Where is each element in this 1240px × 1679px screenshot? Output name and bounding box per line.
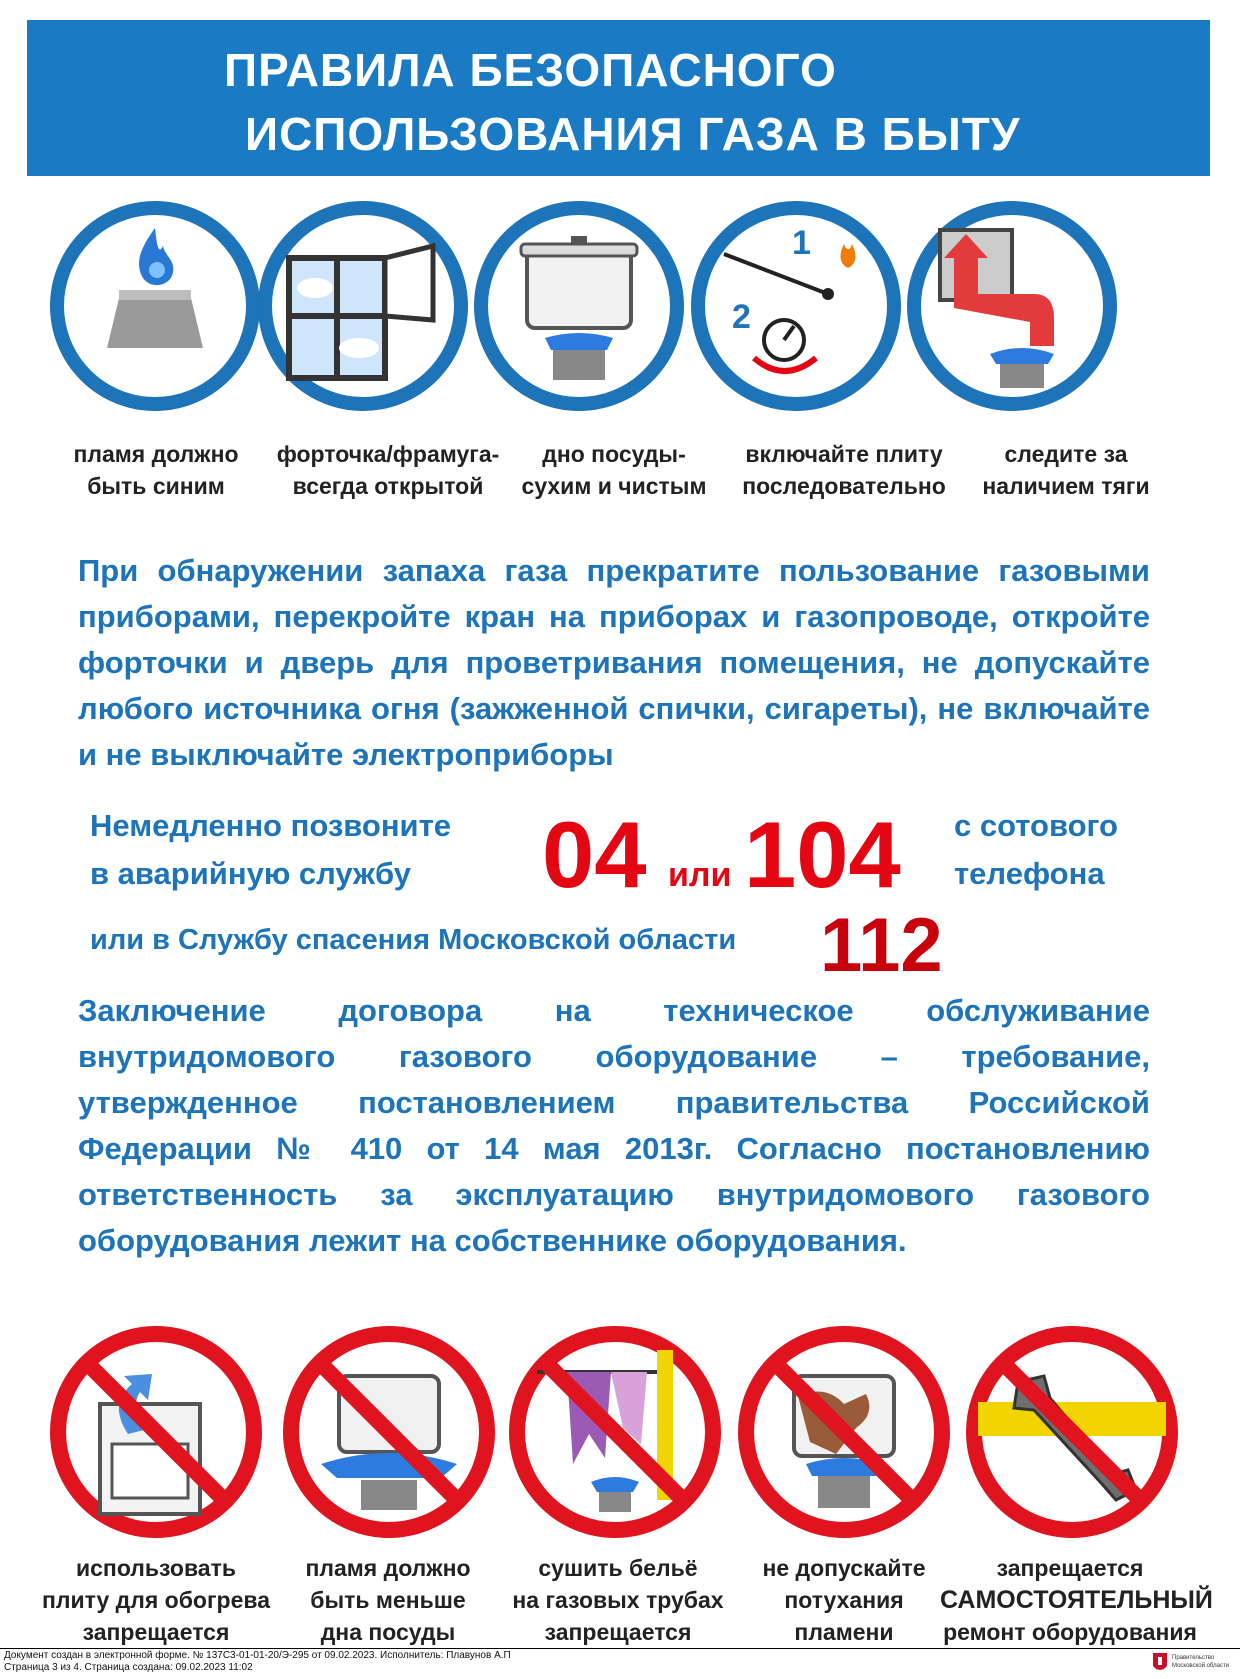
rule-caption-5-line1: следите за	[1004, 441, 1128, 467]
rule-caption-4	[724, 438, 964, 502]
rule-caption-2-line1: форточка/фрамуга-	[276, 441, 500, 467]
prohibition-caption-5-line3: ремонт оборудования	[943, 1619, 1197, 1645]
rule-caption-1	[36, 438, 276, 502]
rescue-number-112: 112	[820, 903, 943, 988]
prohibition-caption-5-line1: запрещается	[996, 1555, 1144, 1581]
prohibition-caption-5-line2: САМОСТОЯТЕЛЬНЫЙ	[940, 1586, 1213, 1614]
prohibition-caption-1-line1: использовать	[76, 1555, 236, 1581]
prohibition-caption-3-line3: запрещается	[544, 1619, 692, 1645]
title-banner	[27, 20, 1210, 176]
prohibition-caption-2-line1: пламя должно	[305, 1555, 471, 1581]
step-number-1: 1	[792, 224, 811, 262]
footer-divider	[0, 1648, 1240, 1649]
government-logo	[1152, 1650, 1236, 1676]
no-flame-extinction-icon	[736, 1324, 952, 1540]
rule-caption-1-line2: быть синим	[87, 473, 225, 499]
rule-caption-1-line1: пламя должно	[73, 441, 239, 467]
prohibition-caption-4	[724, 1552, 964, 1648]
prohibition-caption-3	[498, 1552, 738, 1648]
prohibition-caption-1-line3: запрещается	[82, 1619, 230, 1645]
blue-flame-icon	[47, 198, 263, 414]
title-line-1: ПРАВИЛА БЕЗОПАСНОГО	[224, 44, 837, 96]
prohibition-caption-1	[36, 1552, 276, 1648]
emergency-number-104: 104	[744, 802, 901, 907]
logo-text-line-1: Правительство	[1172, 1655, 1215, 1661]
rule-caption-3	[494, 438, 734, 502]
emergency-number-04: 04	[542, 802, 647, 907]
prohibition-caption-1-line2: плиту для обогрева	[41, 1587, 271, 1613]
document-info-line-2: Страница 3 из 4. Страница создана: 09.02.2023 11:02	[4, 1662, 253, 1673]
no-stove-heating-icon	[48, 1324, 264, 1540]
prohibition-caption-4-line2: потухания	[784, 1587, 904, 1613]
rule-caption-2	[258, 438, 518, 502]
rule-caption-4-line2: последовательно	[742, 473, 946, 499]
step-number-2: 2	[732, 298, 751, 336]
rule-caption-3-line1: дно посуды-	[542, 441, 686, 467]
rule-caption-5	[946, 438, 1186, 502]
ignition-sequence-icon	[688, 198, 904, 414]
logo-text-line-2: Московской области	[1172, 1663, 1230, 1669]
gas-smell-instructions: При обнаружении запаха газа прекратите пользование газовыми приборами, перекройте кран на приборах и газопроводе, откройте форточки и дверь для проветривания помещения, не допускайте любого источника огня (зажженной спички, сигареты), не включайте и не выключайте электроприборы	[78, 553, 1150, 772]
rule-caption-3-line2: сухим и чистым	[521, 473, 707, 499]
rule-caption-4-line1: включайте плиту	[745, 441, 943, 467]
rule-caption-5-line2: наличием тяги	[982, 473, 1150, 499]
pot-on-burner-icon	[471, 198, 687, 414]
prohibition-caption-2	[268, 1552, 508, 1648]
document-info-line-1: Документ создан в электронной форме. № 137С3-01-01-20/Э-295 от 09.02.2023. Исполнитель: Плавунов А.П	[4, 1650, 511, 1661]
open-window-icon	[255, 198, 471, 414]
call-line-2: в аварийную службу	[90, 856, 412, 891]
title-line-2: ИСПОЛЬЗОВАНИЯ ГАЗА В БЫТУ	[245, 108, 1021, 160]
prohibition-caption-2-line3: дна посуды	[320, 1619, 456, 1645]
call-line-1: Немедленно позвоните	[90, 808, 452, 843]
prohibition-caption-3-line2: на газовых трубах	[512, 1587, 724, 1613]
rescue-service-text: или в Службу спасения Московской области	[90, 924, 737, 956]
flame-smaller-than-pot-icon	[281, 1324, 497, 1540]
rule-caption-2-line2: всегда открытой	[292, 473, 484, 499]
no-self-repair-icon	[964, 1324, 1180, 1540]
mobile-line-1: с сотового	[954, 808, 1118, 843]
moscow-region-emblem-icon	[1152, 1652, 1168, 1674]
prohibition-caption-3-line1: сушить бельё	[538, 1555, 698, 1581]
mobile-line-2: телефона	[954, 856, 1105, 891]
or-word: или	[668, 856, 732, 894]
maintenance-contract-text: Заключение договора на техническое обслуживание внутридомового газового оборудование – требование, утвержденное постановлением правительства Российской Федерации № 410 от 14 мая 2013г. Согласно постановлению ответственность за эксплуатацию внутридомового газового оборудования лежит на собственнике оборудования.	[78, 993, 1150, 1258]
prohibition-caption-4-line1: не допускайте	[762, 1555, 926, 1581]
draft-check-icon	[904, 198, 1120, 414]
prohibition-caption-4-line3: пламени	[794, 1619, 894, 1645]
prohibition-caption-2-line2: быть меньше	[310, 1587, 466, 1613]
no-drying-laundry-icon	[507, 1324, 723, 1540]
prohibition-caption-5	[940, 1552, 1213, 1648]
